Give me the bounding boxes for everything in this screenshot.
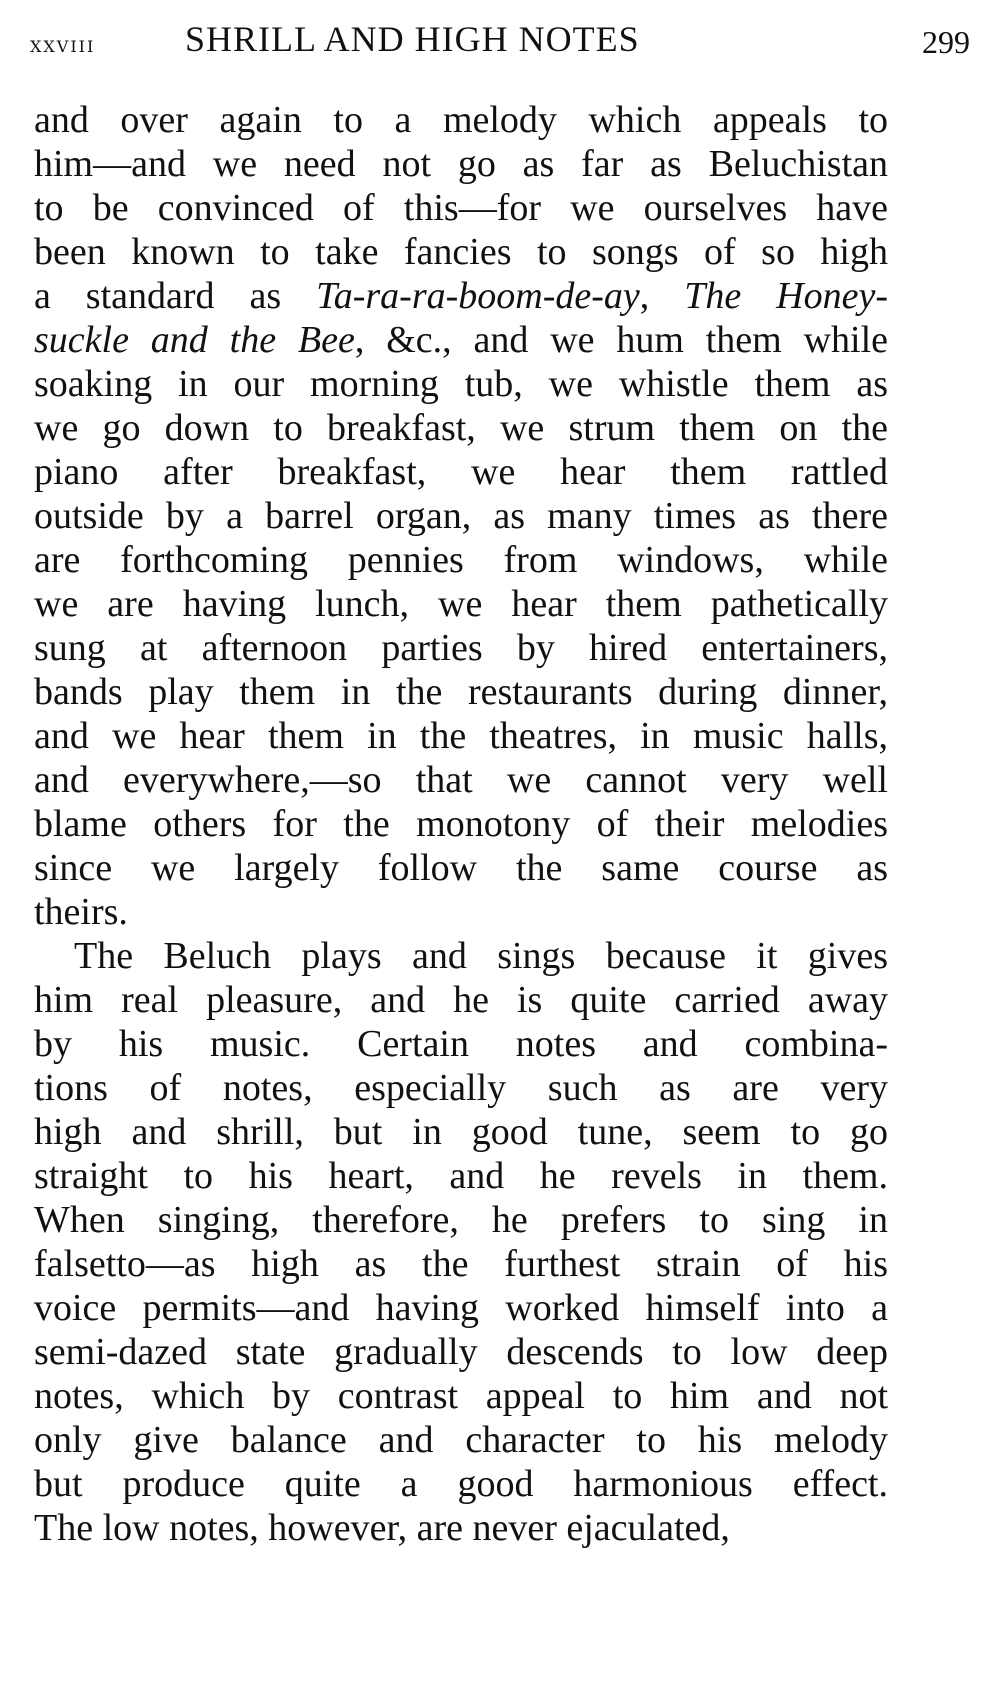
text-line bbox=[34, 802, 888, 846]
text-line bbox=[34, 978, 888, 1022]
text-line bbox=[34, 406, 888, 450]
text-segment: The low notes, however, are never ejaculated, bbox=[34, 1507, 730, 1549]
paragraph bbox=[34, 934, 888, 1550]
text-line bbox=[34, 230, 888, 274]
text-segment: theirs. bbox=[34, 891, 128, 933]
text-line bbox=[34, 1198, 888, 1242]
italic-title: The Honey- bbox=[684, 275, 888, 317]
text-line bbox=[34, 1462, 888, 1506]
text-line bbox=[34, 1154, 888, 1198]
text-line bbox=[34, 186, 888, 230]
text-line bbox=[34, 142, 888, 186]
text-segment: we are having lunch, we hear them pathetically bbox=[34, 583, 888, 625]
text-line bbox=[34, 626, 888, 670]
text-segment: are forthcoming pennies from windows, while bbox=[34, 539, 888, 581]
text-line bbox=[34, 1242, 888, 1286]
text-segment: by his music. Certain notes and combina- bbox=[34, 1023, 888, 1065]
text-segment: soaking in our morning tub, we whistle them as bbox=[34, 363, 888, 405]
text-segment: bands play them in the restaurants during dinner, bbox=[34, 671, 888, 713]
text-line bbox=[34, 1110, 888, 1154]
text-segment: The Beluch plays and sings because it gives bbox=[74, 935, 888, 977]
text-segment: voice permits—and having worked himself into a bbox=[34, 1287, 888, 1329]
running-title: SHRILL AND HIGH NOTES bbox=[185, 19, 640, 59]
text-line bbox=[34, 362, 888, 406]
text-line bbox=[34, 890, 888, 934]
text-segment: falsetto—as high as the furthest strain of his bbox=[34, 1243, 888, 1285]
text-segment: and we hear them in the theatres, in music halls, bbox=[34, 715, 888, 757]
text-segment: him—and we need not go as far as Beluchistan bbox=[34, 143, 888, 185]
text-segment: and everywhere,—so that we cannot very well bbox=[34, 759, 888, 801]
text-line bbox=[34, 714, 888, 758]
text-line bbox=[34, 274, 888, 318]
text-segment: a standard as bbox=[34, 275, 317, 317]
text-segment: and over again to a melody which appeals to bbox=[34, 99, 888, 141]
text-segment: only give balance and character to his melody bbox=[34, 1419, 888, 1461]
text-segment: we go down to breakfast, we strum them on the bbox=[34, 407, 888, 449]
text-line bbox=[34, 98, 888, 142]
text-segment: semi-dazed state gradually descends to low deep bbox=[34, 1331, 888, 1373]
text-line bbox=[34, 582, 888, 626]
text-segment: notes, which by contrast appeal to him and not bbox=[34, 1375, 888, 1417]
running-head bbox=[30, 18, 970, 68]
text-segment: , bbox=[639, 275, 685, 317]
text-line bbox=[34, 846, 888, 890]
text-segment: been known to take fancies to songs of so high bbox=[34, 231, 888, 273]
text-line bbox=[34, 1066, 888, 1110]
text-segment: to be convinced of this—for we ourselves have bbox=[34, 187, 888, 229]
italic-title: suckle and the Bee bbox=[34, 319, 355, 361]
text-line bbox=[34, 758, 888, 802]
paragraph bbox=[34, 98, 888, 934]
text-segment: piano after breakfast, we hear them rattled bbox=[34, 451, 888, 493]
italic-title: Ta-ra-ra-boom-de-ay bbox=[316, 275, 640, 317]
text-segment: but produce quite a good harmonious effect. bbox=[34, 1463, 888, 1505]
text-line bbox=[34, 1330, 888, 1374]
text-segment: outside by a barrel organ, as many times as there bbox=[34, 495, 888, 537]
text-line bbox=[34, 1286, 888, 1330]
text-line bbox=[34, 670, 888, 714]
text-line bbox=[34, 1506, 888, 1550]
page-number: 299 bbox=[922, 24, 970, 60]
text-segment: high and shrill, but in good tune, seem to go bbox=[34, 1111, 888, 1153]
text-segment: tions of notes, especially such as are very bbox=[34, 1067, 888, 1109]
text-line bbox=[34, 538, 888, 582]
text-segment: , &c., and we hum them while bbox=[354, 319, 889, 361]
text-segment: him real pleasure, and he is quite carried away bbox=[34, 979, 888, 1021]
chapter-number: xxviii bbox=[30, 32, 96, 58]
text-line bbox=[34, 1418, 888, 1462]
text-line bbox=[34, 1022, 888, 1066]
text-line bbox=[34, 318, 888, 362]
text-line bbox=[34, 1374, 888, 1418]
text-line bbox=[34, 494, 888, 538]
text-segment: since we largely follow the same course as bbox=[34, 847, 888, 889]
text-segment: When singing, therefore, he prefers to sing in bbox=[34, 1199, 888, 1241]
text-segment: sung at afternoon parties by hired entertainers, bbox=[34, 627, 888, 669]
text-line bbox=[34, 450, 888, 494]
text-line bbox=[34, 934, 888, 978]
body-text bbox=[34, 98, 888, 1550]
text-segment: blame others for the monotony of their melodies bbox=[34, 803, 888, 845]
text-segment: straight to his heart, and he revels in them. bbox=[34, 1155, 888, 1197]
